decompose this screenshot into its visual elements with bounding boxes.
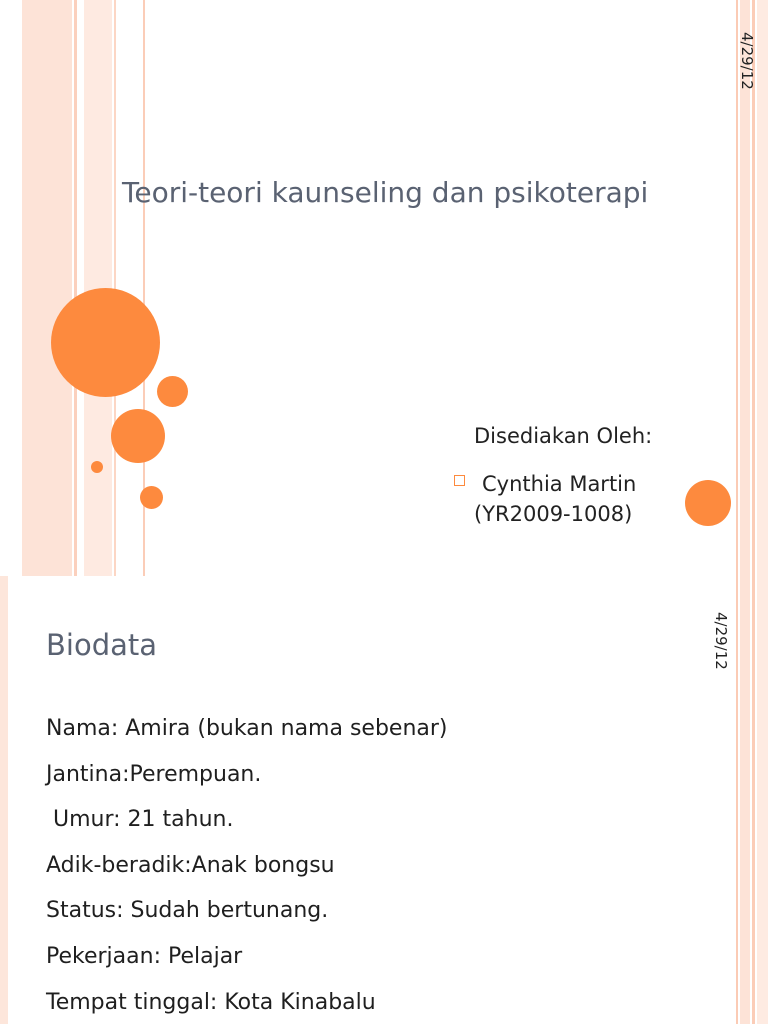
slide-title: Biodata bbox=[46, 628, 158, 662]
decor-circle-large bbox=[51, 288, 160, 397]
decor-circle-small bbox=[157, 376, 188, 407]
biodata-item-occupation: Pekerjaan: Pelajar bbox=[46, 943, 243, 969]
decor-circle-small bbox=[140, 486, 163, 509]
square-bullet-icon bbox=[454, 475, 465, 486]
slide-date: 4/29/12 bbox=[712, 612, 730, 670]
biodata-item-age: Umur: 21 tahun. bbox=[46, 807, 234, 833]
slide-date: 4/29/12 bbox=[738, 32, 756, 90]
author-id: (YR2009-1008) bbox=[474, 502, 633, 526]
left-stripe-line bbox=[74, 0, 77, 576]
right-stripe-line bbox=[736, 576, 738, 1024]
biodata-item-residence: Tempat tinggal: Kota Kinabalu bbox=[46, 989, 376, 1015]
left-stripe-band bbox=[22, 0, 72, 576]
biodata-item-gender: Jantina:Perempuan. bbox=[46, 761, 262, 787]
decor-circle-right bbox=[685, 480, 731, 526]
left-edge-stripe bbox=[0, 576, 8, 1024]
biodata-slide bbox=[0, 576, 768, 1024]
right-stripe-band bbox=[757, 0, 768, 576]
biodata-item-name: Nama: Amira (bukan nama sebenar) bbox=[46, 716, 448, 741]
biodata-item-siblings: Adik-beradik:Anak bongsu bbox=[46, 852, 335, 878]
prepared-by-label: Disediakan Oleh: bbox=[474, 424, 653, 448]
decor-circle-medium bbox=[111, 409, 165, 463]
biodata-list bbox=[46, 710, 448, 1024]
biodata-item-status: Status: Sudah bertunang. bbox=[46, 898, 329, 924]
presentation-title: Teori-teori kaunseling dan psikoterapi bbox=[122, 176, 649, 209]
decor-circle-tiny bbox=[91, 461, 103, 473]
right-stripe-band bbox=[740, 576, 750, 1024]
right-stripe-line bbox=[752, 576, 755, 1024]
right-stripe-band bbox=[757, 576, 768, 1024]
author-name: Cynthia Martin bbox=[482, 472, 637, 496]
